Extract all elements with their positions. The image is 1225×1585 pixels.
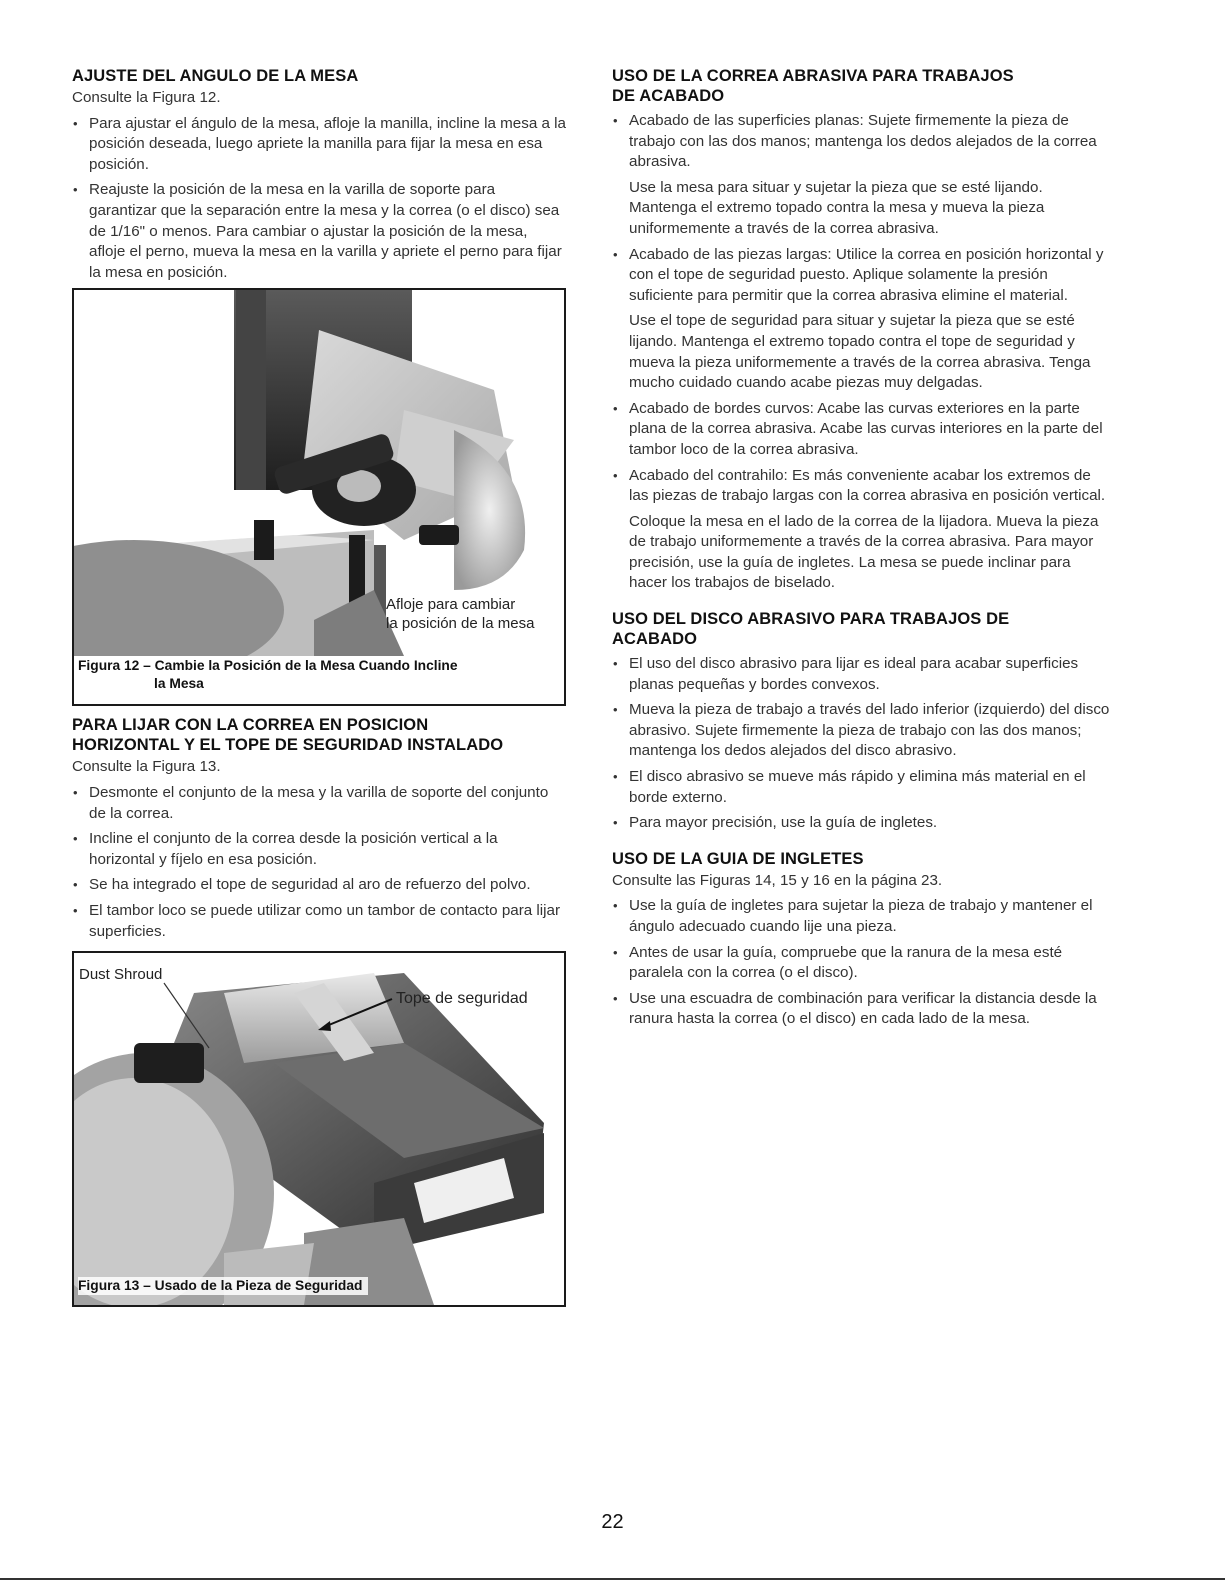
list-item [612,466,1112,595]
list-item [612,111,1112,240]
list-item: • Use una escuadra de combinación para verificar la distancia desde la ranura hasta la correa (o el disco) en cada lado de la mesa. [612,989,1112,1030]
list-item: • Para mayor precisión, use la guía de ingletes. [612,813,1112,834]
section-disc-finishing [612,609,1112,834]
section-intro: Consulte la Figura 13. [72,758,221,776]
heading-line: PARA LIJAR CON LA CORREA EN POSICION [72,716,429,735]
bullet-list [612,654,1112,834]
list-item: • Antes de usar la guía, compruebe que la ranura de la mesa esté paralela con la correa (o el disco). [612,943,1112,984]
section-belt-finishing [612,66,1112,594]
figure-caption [78,657,554,693]
section-heading [72,715,566,755]
callout-text: la posición de la mesa [386,615,535,633]
figure-caption: Figura 13 – Usado de la Pieza de Seguridad [78,1277,368,1295]
section-miter-gauge [612,849,1112,1030]
callout-safety-stop: Tope de seguridad [396,990,528,1008]
heading-line: DE ACABADO [612,87,725,105]
section-heading [612,609,1112,649]
bullet-list [612,111,1112,594]
heading-line: ACABADO [612,630,698,649]
section-heading [612,66,1112,106]
list-item: • Incline el conjunto de la correa desde la posición vertical a la horizontal y fíjelo en esa posición. [72,829,566,870]
page-number: 22 [601,1511,624,1533]
callout-dust-shroud: Dust Shroud [79,966,163,984]
section-heading: AJUSTE DEL ANGULO DE LA MESA [72,67,359,85]
bullet-list [612,896,1112,1030]
list-item [612,245,1112,394]
bullet-list [72,783,566,942]
section-horizontal-belt [72,715,566,942]
paragraph: • Acabado del contrahilo: Es más conveniente acabar los extremos de las piezas de trabajo largas con la correa abrasiva en posición vertical. [629,466,1106,505]
bullet-list [72,114,566,284]
list-item: • Reajuste la posición de la mesa en la varilla de soporte para garantizar que la separación entre la mesa y la correa (o el disco) sea de 1/16" o menos. Para cambiar o ajustar la posición de la mesa, afloje el perno, mueva la mesa en la varilla y apriete el perno para fijar la mesa en posición. [72,180,566,283]
paragraph: • Acabado de las piezas largas: Utilice la correa en posición horizontal y con el tope de seguridad puesto. Aplique solamente la presión suficiente para permitir que la correa abrasiva elimine el material. [629,245,1104,304]
list-item: • El tambor loco se puede utilizar como un tambor de contacto para lijar superficies. [72,901,566,942]
section-intro: Consulte las Figuras 14, 15 y 16 en la página 23. [612,871,943,889]
callout-loosen [386,595,534,633]
caption-line: Figura 12 – Cambie la Posición de la Mesa Cuando Incline [78,658,458,674]
section-heading: USO DE LA GUIA DE INGLETES [612,849,864,868]
list-item: • Desmonte el conjunto de la mesa y la varilla de soporte del conjunto de la correa. [72,783,566,824]
section-table-angle [72,66,566,283]
paragraph: Use la mesa para situar y sujetar la pieza que se esté lijando. Mantenga el extremo topado contra la mesa y mueva la pieza uniformemente a través de la correa abrasiva. [629,178,1045,237]
heading-line: HORIZONTAL Y EL TOPE DE SEGURIDAD INSTALADO [72,736,504,755]
heading-line: USO DE LA CORREA ABRASIVA PARA TRABAJOS [612,67,1014,85]
figure-13 [72,951,566,1307]
paragraph: • Acabado de las superficies planas: Sujete firmemente la pieza de trabajo con las dos manos; mantenga los dedos alejados de la correa abrasiva. [629,112,1097,171]
list-item: • Para ajustar el ángulo de la mesa, afloje la manilla, incline la mesa a la posición deseada, luego apriete la manilla para fijar la mesa en esa posición. [72,114,566,176]
list-item: • El disco abrasivo se mueve más rápido y elimina más material en el borde externo. [612,767,1112,808]
figure-12 [72,288,566,706]
list-item [612,399,1112,461]
list-item: • Mueva la pieza de trabajo a través del lado inferior (izquierdo) del disco abrasivo. Sujete firmemente la pieza de trabajo con las dos manos; mantenga los dedos alejados del disco abrasivo. [612,700,1112,762]
left-column [72,66,566,1307]
list-item: • Use la guía de ingletes para sujetar la pieza de trabajo y mantener el ángulo adecuado cuando lije una pieza. [612,896,1112,937]
paragraph: • Acabado de bordes curvos: Acabe las curvas exteriores en la parte plana de la correa abrasiva. Acabe las curvas interiores en la parte del tambor loco de la correa abrasiva. [629,399,1103,458]
section-intro: Consulte la Figura 12. [72,89,221,106]
callout-text: Afloje para cambiar [386,596,516,614]
list-item: • Se ha integrado el tope de seguridad al aro de refuerzo del polvo. [72,875,566,896]
bottom-rule [0,1578,1225,1580]
paragraph: Use el tope de seguridad para situar y sujetar la pieza que se esté lijando. Mantenga el extremo topado contra el tope de seguridad y mueva la pieza uniformemente a través de la correa abrasiva. Tenga mucho cuidado cuando acabe piezas muy delgadas. [629,312,1091,392]
list-item: • El uso del disco abrasivo para lijar es ideal para acabar superficies planas pequeñas y bordes convexos. [612,654,1112,695]
heading-line: USO DEL DISCO ABRASIVO PARA TRABAJOS DE [612,610,1010,629]
right-column [612,66,1112,1035]
caption-line: la Mesa [154,676,204,692]
paragraph: Coloque la mesa en el lado de la correa de la lijadora. Mueva la pieza de trabajo uniformemente a través de la correa abrasiva. Para mayor precisión, use la guía de ingletes. La mesa se puede inclinar para hacer los trabajos de biselado. [629,512,1099,592]
